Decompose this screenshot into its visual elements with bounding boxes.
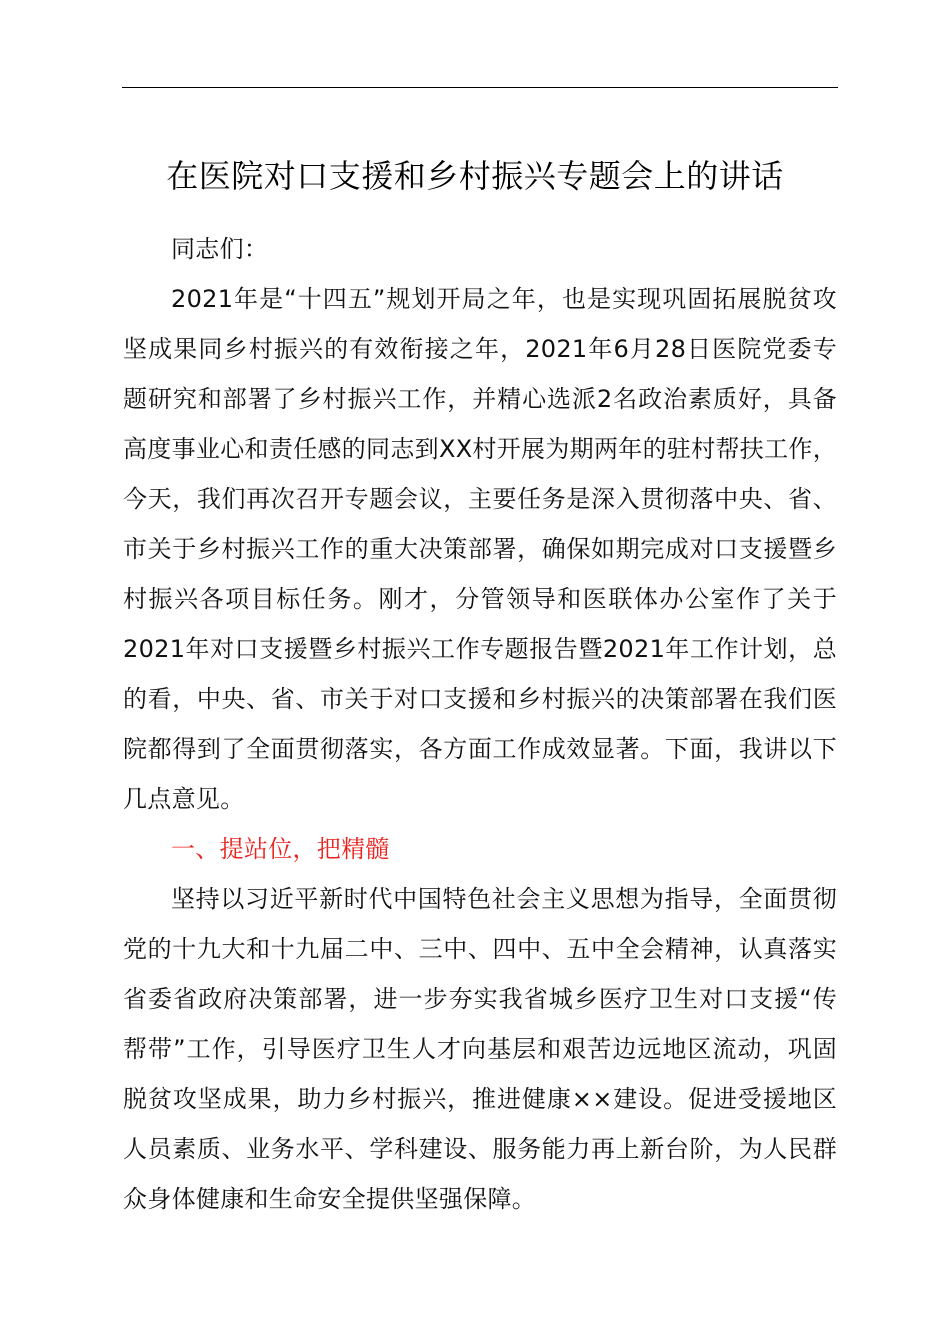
salutation: 同志们： [171, 235, 269, 263]
header-rule [122, 87, 838, 88]
section-heading: 一、提站位，把精髓 [171, 835, 390, 863]
document-title: 在医院对口支援和乡村振兴专题会上的讲话 [166, 157, 784, 195]
opening-paragraph: 2021年是“十四五”规划开局之年，也是实现巩固拓展脱贫攻坚成果同乡村振兴的有效衔接之年，2021年6月28日医院党委专题研究和部署了乡村振兴工作，并精心选派2名政治素质好，具备高度事业心和责任感的同志到XX村开展为期两年的驻村帮扶工作，今天，我们再次召开专题会议，主要任务是深入贯彻落中央、省、市关于乡村振兴工作的重大决策部署，确保如期完成对口支援暨乡村振兴各项目标任务。刚才，分管领导和医联体办公室作了关于2021年对口支援暨乡村振兴工作专题报告暨2021年工作计划，总的看，中央、省、市关于对口支援和乡村振兴的决策部署在我们医院都得到了全面贯彻落实，各方面工作成效显著。下面，我讲以下几点意见。 [123, 285, 837, 813]
section-paragraph: 坚持以习近平新时代中国特色社会主义思想为指导，全面贯彻党的十九大和十九届二中、三中、四中、五中全会精神，认真落实省委省政府决策部署，进一步夯实我省城乡医疗卫生对口支援“传帮带”工作，引导医疗卫生人才向基层和艰苦边远地区流动，巩固脱贫攻坚成果，助力乡村振兴，推进健康××建设。促进受援地区人员素质、业务水平、学科建设、服务能力再上新台阶，为人民群众身体健康和生命安全提供坚强保障。 [123, 885, 837, 1213]
document-body [123, 224, 837, 1224]
